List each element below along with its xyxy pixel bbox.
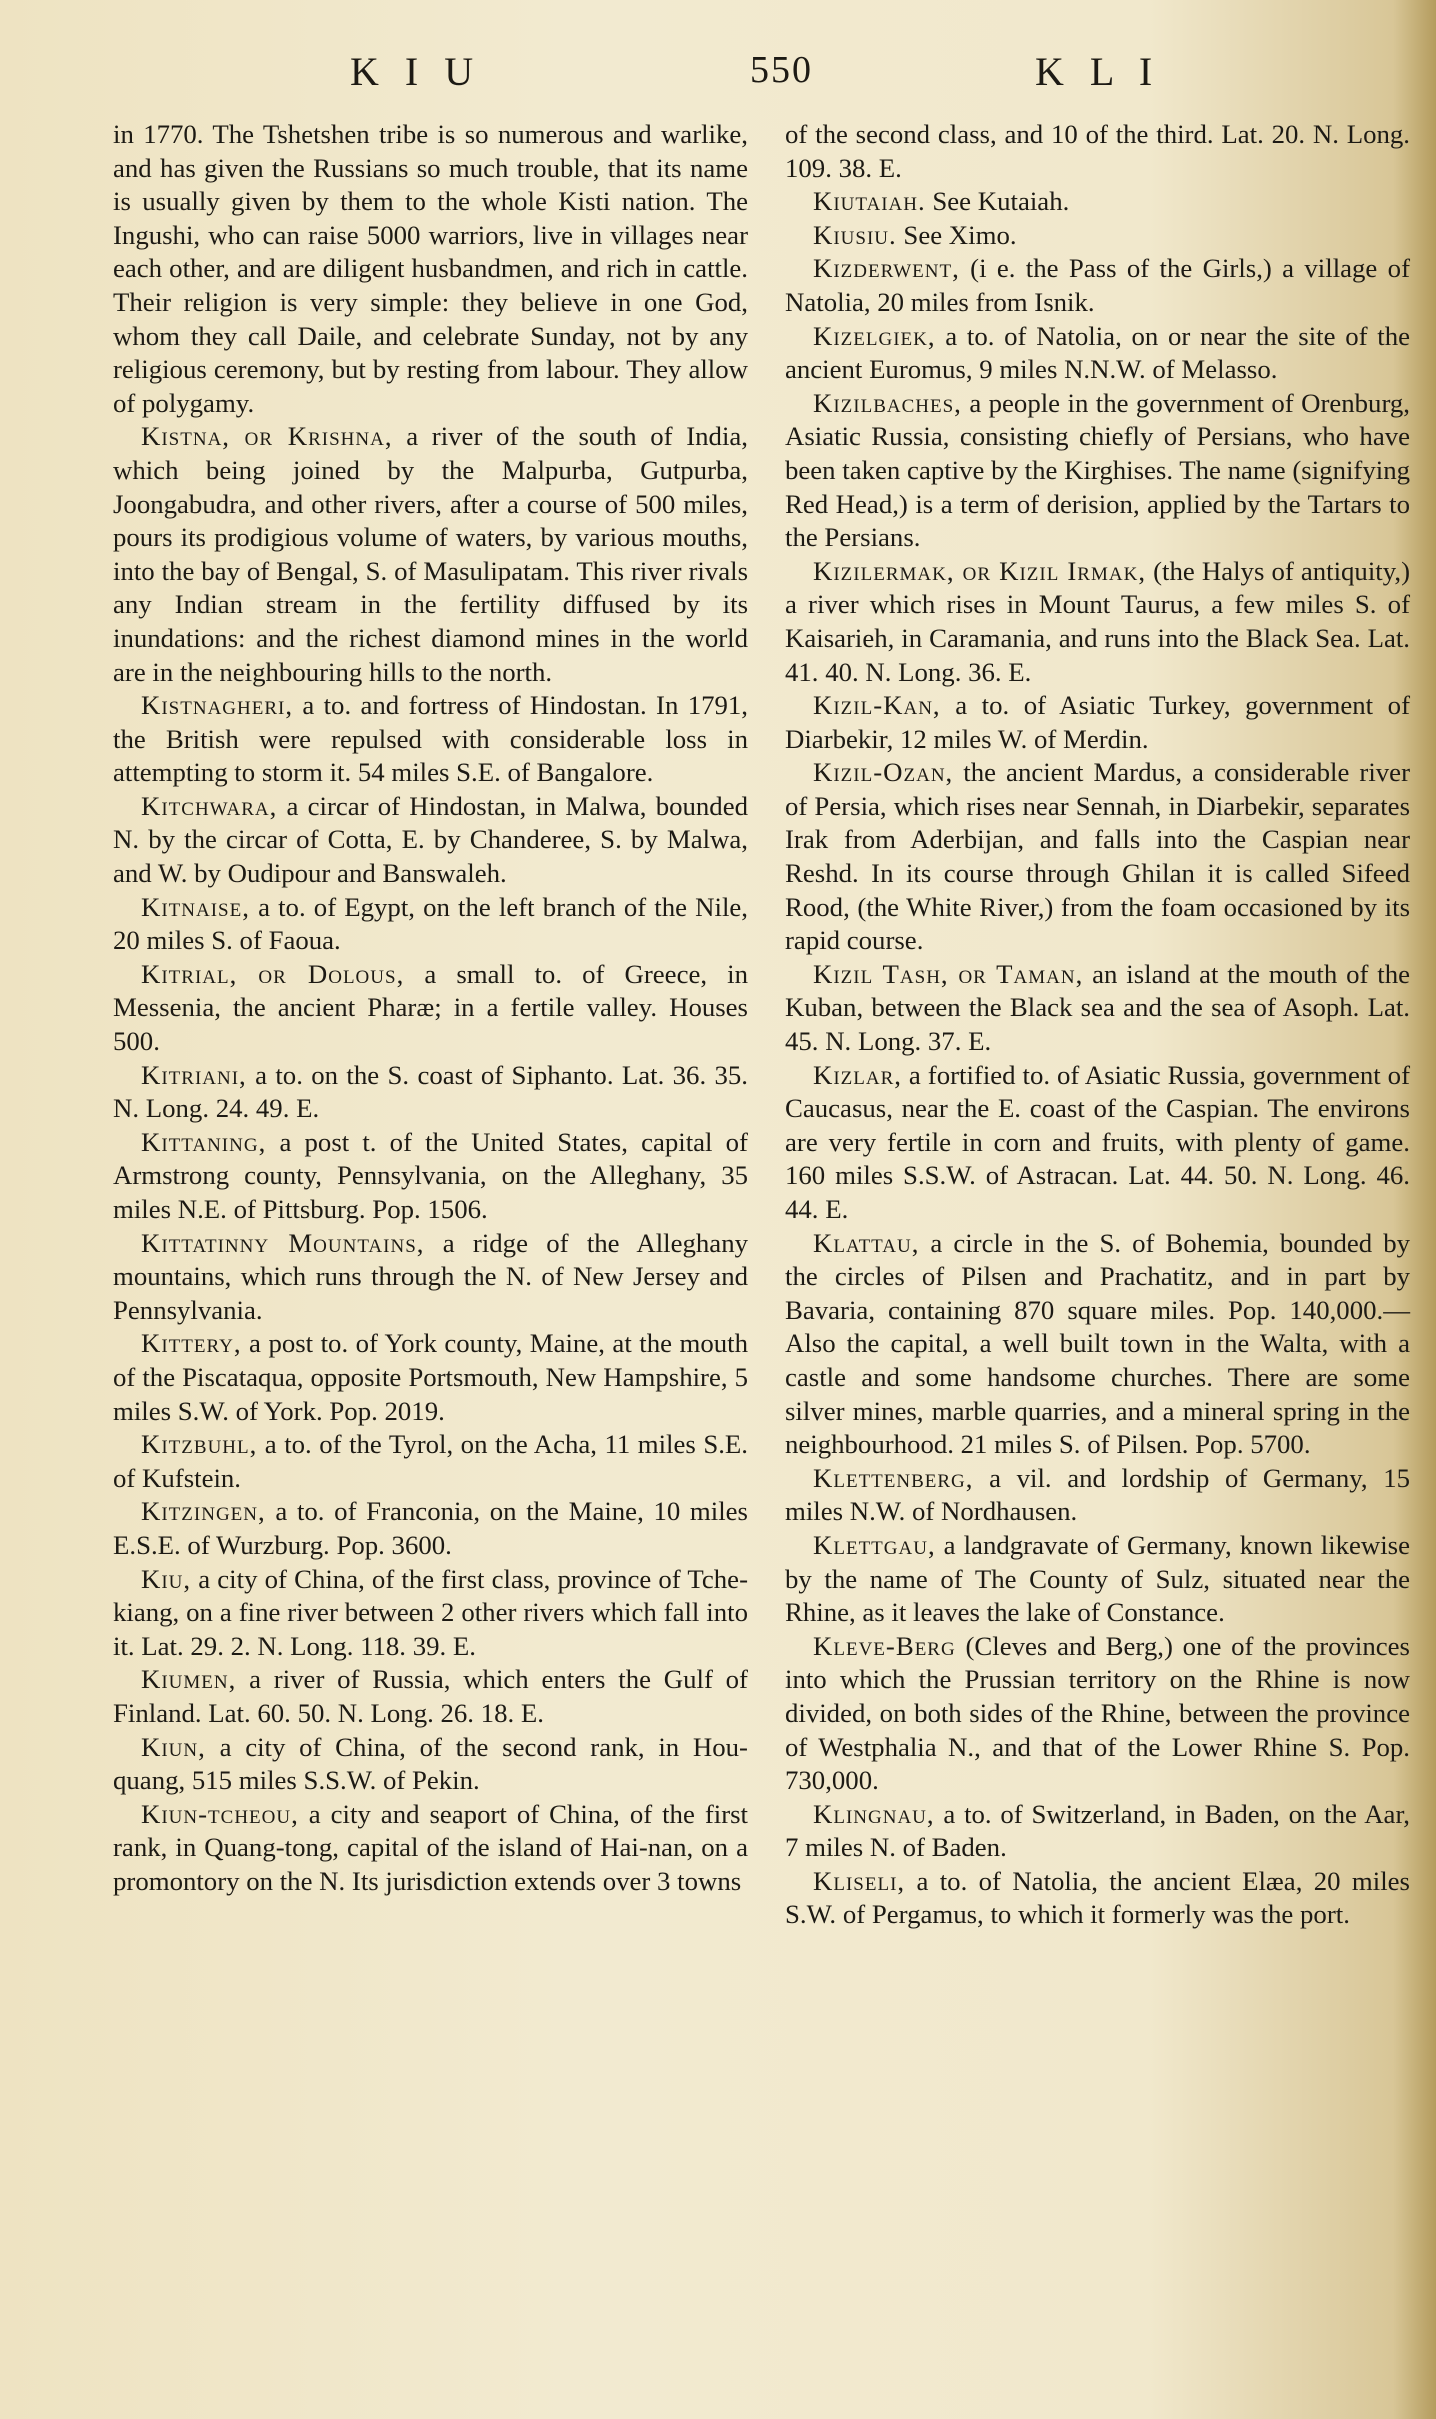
entry-headword: Kitzbuhl,	[141, 1429, 258, 1460]
entry-headword: Kiun,	[141, 1731, 206, 1762]
entry-text: a to. of Asiatic Turkey, government of Diarbekir, 12 miles W. of Merdin.	[785, 690, 1410, 754]
entry-headword: Kittaning,	[141, 1126, 267, 1157]
entry-headword: Kitriani,	[141, 1059, 247, 1090]
gazetteer-entry	[113, 1663, 748, 1730]
entry-text: a people in the government of Orenburg, Asiatic Russia, consisting chiefly of Persians, who have been taken captive by the Kirghises. The name (signifying Red Head,) is a term of derision, applied by the Tartars to the Persians.	[785, 387, 1410, 553]
entry-text: See Kutaiah.	[925, 186, 1070, 217]
entry-headword: Kizil-Ozan,	[813, 757, 954, 788]
entry-text: (the Halys of antiquity,) a river which rises in Mount Taurus, a few miles S. of Kaisarieh, in Caramania, and runs into the Black Sea. Lat. 41. 40. N. Long. 36. E.	[785, 555, 1411, 687]
entry-text: a to. of Franconia, on the Maine, 10 miles E.S.E. of Wurzburg. Pop. 3600.	[113, 1496, 748, 1560]
entry-text: a to. and fortress of Hindostan. In 1791, the British were repulsed with considerable loss in attempting to storm it. 54 miles S.E. of Bangalore.	[113, 690, 748, 788]
gazetteer-entry	[785, 689, 1410, 756]
entry-headword: Kistna, or Krishna,	[141, 421, 393, 452]
entry-headword: Kizil Tash, or Taman,	[813, 958, 1084, 989]
entry-text: a to. of Switzerland, in Baden, on the Aar, 7 miles N. of Baden.	[785, 1798, 1410, 1863]
entry-headword: Kitzingen,	[141, 1496, 266, 1527]
entry-headword: Kizilbaches,	[813, 387, 962, 418]
gazetteer-entry	[113, 689, 748, 790]
gazetteer-entry	[785, 1630, 1410, 1798]
gazetteer-entry	[785, 1865, 1410, 1932]
entry-headword: Kizelgiek,	[813, 320, 936, 351]
entry-text: (i e. the Pass of the Girls,) a village of Natolia, 20 miles from Isnik.	[785, 253, 1410, 317]
entry-text: a to. of Natolia, on or near the site of the ancient Euromus, 9 miles N.N.W. of Melasso.	[785, 320, 1410, 385]
entry-headword: Kiutaiah.	[813, 186, 926, 217]
entry-text: (Cleves and Berg,) one of the provinces into which the Prussian territory on the Rhine is now divided, on both sides of the Rhine, between the province of Westphalia N., and that of the Lower Rhine S. Pop. 730,000.	[785, 1630, 1410, 1796]
entry-text: a landgravate of Germany, known likewise by the name of The County of Sulz, situated near the Rhine, as it leaves the lake of Constance.	[785, 1529, 1410, 1628]
gazetteer-entry	[113, 1428, 748, 1495]
header-left-guide-word: K I U	[350, 49, 482, 94]
gazetteer-entry	[113, 891, 748, 958]
entry-text: a fortified to. of Asiatic Russia, government of Caucasus, near the E. coast of the Caspian. The environs are very fertile in corn and fruits, with plenty of game. 160 miles S.S.W. of Astracan. Lat. 44. 50. N. Long. 46. 44. E.	[785, 1059, 1410, 1224]
entry-headword: Kitnaise,	[141, 891, 250, 922]
gazetteer-entry	[113, 1798, 748, 1899]
entry-text: of the second class, and 10 of the third. Lat. 20. N. Long. 109. 38. E.	[785, 119, 1410, 183]
gazetteer-entry	[113, 1059, 748, 1126]
gazetteer-entry	[113, 1731, 748, 1798]
entry-text: the ancient Mardus, a considerable river of Persia, which rises near Sennah, in Diarbekir, separates Irak from Aderbijan, and falls into the Caspian near Reshd. In its course through Ghilan it is called Sifeed Rood, (the White River,) from the foam occasioned by its rapid course.	[785, 757, 1410, 956]
gazetteer-entry	[785, 958, 1410, 1059]
entry-headword: Kizderwent,	[813, 253, 960, 284]
running-header	[110, 48, 1200, 108]
gazetteer-entry	[785, 1462, 1410, 1529]
entry-text: a city and seaport of China, of the first rank, in Quang-tong, capital of the island of Hai-nan, on a promontory on the N. Its jurisdiction extends over 3 towns	[113, 1798, 748, 1896]
entry-text: a post to. of York county, Maine, at the mouth of the Piscataqua, opposite Portsmouth, New Hampshire, 5 miles S.W. of York. Pop. 2019.	[113, 1328, 748, 1426]
entry-headword: Kiumen,	[141, 1664, 237, 1695]
gazetteer-entry	[113, 1563, 748, 1664]
entry-text: a to. of Egypt, on the left branch of the Nile, 20 miles S. of Faoua.	[113, 891, 748, 956]
entry-headword: Klingnau,	[813, 1798, 935, 1829]
gazetteer-entry	[785, 555, 1410, 689]
gazetteer-entry	[113, 420, 748, 689]
entry-headword: Klettgau,	[813, 1529, 936, 1560]
entry-text: See Ximo.	[896, 219, 1017, 250]
entry-text: a small to. of Greece, in Messenia, the ancient Pharæ; in a fertile valley. Houses 500.	[113, 958, 748, 1057]
continued-text	[785, 118, 1410, 185]
gazetteer-entry	[113, 1227, 748, 1328]
entry-headword: Kizilermak, or Kizil Irmak,	[813, 555, 1147, 586]
page-number: 550	[750, 49, 813, 91]
entry-text: a circle in the S. of Bohemia, bounded by the circles of Pilsen and Prachatitz, and in part by Bavaria, containing 870 square miles. Pop. 140,000.—Also the capital, a well built town in the Walta, with a castle and some handsome churches. There are some silver mines, marble quarries, and a mineral spring in the neighbourhood. 21 miles S. of Pilsen. Pop. 5700.	[785, 1227, 1410, 1460]
entry-headword: Kittatinny Mountains,	[141, 1227, 425, 1258]
entry-text: a to. of the Tyrol, on the Acha, 11 miles S.E. of Kufstein.	[113, 1429, 748, 1493]
gazetteer-entry	[785, 185, 1410, 219]
gazetteer-entry	[785, 1059, 1410, 1227]
entry-headword: Kizil-Kan,	[813, 690, 941, 721]
gazetteer-entry	[113, 1327, 748, 1428]
entry-headword: Kliseli,	[813, 1865, 906, 1896]
gazetteer-entry	[113, 1126, 748, 1227]
entry-headword: Kizlar,	[813, 1059, 902, 1090]
entry-headword: Klettenberg,	[813, 1462, 974, 1493]
right-column	[785, 118, 1410, 1932]
entry-headword: Kistnagheri,	[141, 690, 294, 721]
gazetteer-entry	[785, 252, 1410, 319]
gazetteer-entry	[785, 1798, 1410, 1865]
gazetteer-entry	[785, 756, 1410, 958]
entry-text: a circar of Hindostan, in Malwa, bounded N. by the circar of Cotta, E. by Chanderee, S. by Malwa, and W. by Oudipour and Banswaleh.	[113, 790, 748, 889]
entry-text: a river of Russia, which enters the Gulf of Finland. Lat. 60. 50. N. Long. 26. 18. E.	[113, 1664, 748, 1728]
gazetteer-entry	[785, 320, 1410, 387]
entry-text: a city of China, of the second rank, in Hou-quang, 515 miles S.S.W. of Pekin.	[113, 1731, 748, 1796]
entry-text: a city of China, of the first class, province of Tche-kiang, on a fine river between 2 other rivers which fall into it. Lat. 29. 2. N. Long. 118. 39. E.	[113, 1563, 748, 1661]
entry-text: a to. on the S. coast of Siphanto. Lat. 36. 35. N. Long. 24. 49. E.	[113, 1059, 748, 1124]
entry-headword: Kitchwara,	[141, 790, 278, 821]
entry-text: a to. of Natolia, the ancient Elæa, 20 miles S.W. of Pergamus, to which it formerly was the port.	[785, 1865, 1410, 1930]
entry-text: a vil. and lordship of Germany, 15 miles N.W. of Nordhausen.	[785, 1462, 1410, 1527]
entry-headword: Kiu,	[141, 1563, 192, 1594]
gazetteer-entry	[113, 1495, 748, 1562]
left-column	[113, 118, 748, 1898]
gazetteer-entry	[785, 1529, 1410, 1630]
header-right-guide-word: K L I	[1035, 49, 1161, 94]
entry-headword: Kiusiu.	[813, 219, 897, 250]
entry-text: in 1770. The Tshetshen tribe is so numerous and warlike, and has given the Russians so much trouble, that its name is usually given by them to the whole Kisti nation. The Ingushi, who can raise 5000 warriors, live in villages near each other, and are diligent husbandmen, and rich in cattle. Their religion is very simple: they believe in one God, whom they call Daile, and celebrate Sunday, not by any religious ceremony, but by resting from labour. They allow of polygamy.	[113, 119, 748, 418]
entry-headword: Kiun-tcheou,	[141, 1798, 299, 1829]
entry-text: a post t. of the United States, capital of Armstrong county, Pennsylvania, on the Alleghany, 35 miles N.E. of Pittsburg. Pop. 1506.	[113, 1126, 748, 1224]
entry-text: an island at the mouth of the Kuban, between the Black sea and the sea of Asoph. Lat. 45. N. Long. 37. E.	[785, 958, 1410, 1057]
gazetteer-entry	[113, 790, 748, 891]
entry-headword: Kitrial, or Dolous,	[141, 958, 405, 989]
gazetteer-entry	[785, 219, 1410, 253]
entry-headword: Kittery,	[141, 1328, 242, 1359]
entry-text: a river of the south of India, which being joined by the Malpurba, Gutpurba, Joongabudra, and other rivers, after a course of 500 miles, pours its prodigious volume of waters, by various mouths, into the bay of Bengal, S. of Masulipatam. This river rivals any Indian stream in the fertility diffused by its inundations: and the richest diamond mines in the world are in the neighbouring hills to the north.	[113, 421, 748, 687]
entry-headword: Klattau,	[813, 1227, 920, 1258]
entry-text: a ridge of the Alleghany mountains, which runs through the N. of New Jersey and Pennsylvania.	[113, 1227, 748, 1325]
gazetteer-entry	[785, 387, 1410, 555]
gazetteer-entry	[785, 1227, 1410, 1462]
gazetteer-entry	[113, 958, 748, 1059]
continued-text	[113, 118, 748, 420]
entry-headword: Kleve-Berg	[813, 1630, 956, 1661]
